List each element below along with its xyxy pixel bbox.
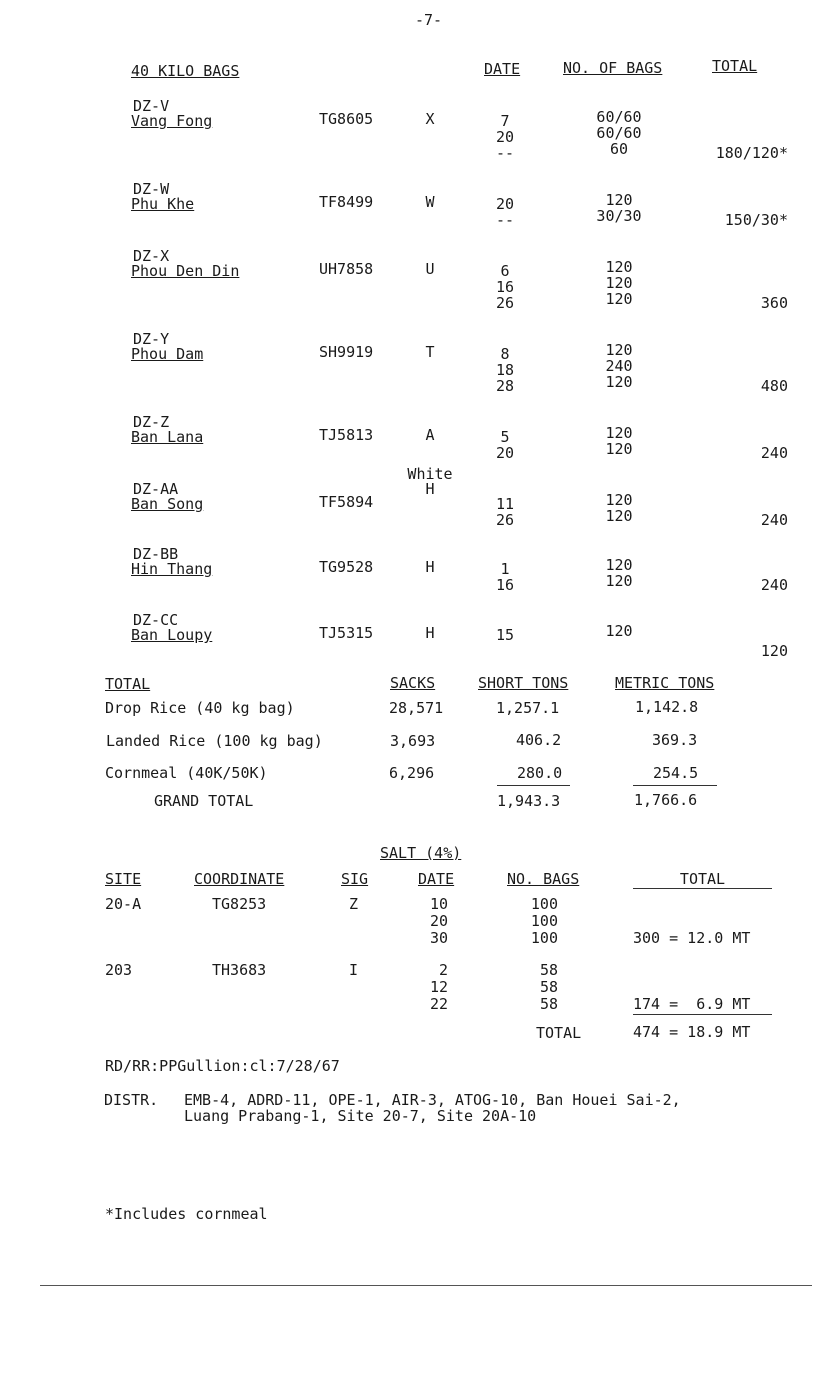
row-short-tons: 1,257.1 [496, 699, 560, 717]
site-name: Ban Lana [131, 428, 204, 446]
drop-date: 8 [500, 345, 510, 363]
site-coordinate: UH7858 [319, 260, 374, 278]
salt-bag-count: 100 [530, 929, 558, 947]
salt-date: 2 [438, 961, 448, 979]
reference-line: RD/RR:PPGullion:cl:7/28/67 [105, 1057, 340, 1075]
date-header: DATE [418, 870, 455, 888]
totals-label-header: TOTAL [105, 675, 151, 693]
bag-count: 120 [605, 622, 633, 640]
salt-bag-count: 58 [539, 995, 558, 1013]
site-total: 240 [760, 511, 788, 529]
salt-coordinate: TH3683 [212, 961, 267, 979]
site-signal: H [425, 558, 435, 576]
salt-bag-count: 100 [530, 912, 558, 930]
site-code: DZ-CC [133, 611, 179, 629]
site-total: 240 [760, 576, 788, 594]
drop-date: 26 [495, 294, 515, 312]
salt-sum-line [633, 1014, 772, 1015]
site-name: Ban Song [131, 495, 204, 513]
drop-date: 20 [495, 444, 515, 462]
site-total: 120 [760, 642, 788, 660]
site-coordinate: TF5894 [319, 493, 374, 511]
site-code: DZ-BB [133, 545, 179, 563]
site-signal: H [425, 624, 435, 642]
footnote: *Includes cornmeal [105, 1205, 268, 1223]
site-name: Phu Khe [131, 195, 195, 213]
site-total: 180/120* [715, 144, 788, 162]
drop-date: -- [495, 211, 515, 229]
site-coordinate: SH9919 [319, 343, 374, 361]
bag-count: 30/30 [596, 207, 642, 225]
page-bottom-rule [40, 1285, 812, 1286]
bag-count: 60/60 [596, 108, 642, 126]
bag-count: 120 [605, 341, 633, 359]
drop-date: 16 [495, 278, 515, 296]
row-sacks: 28,571 [389, 699, 444, 717]
row-label: Drop Rice (40 kg bag) [105, 699, 295, 717]
drop-date: 1 [500, 560, 510, 578]
date-header: DATE [484, 60, 521, 78]
site-name: Phou Den Din [131, 262, 240, 280]
bag-count: 120 [605, 191, 633, 209]
bag-count: 120 [605, 258, 633, 276]
coordinate-header: COORDINATE [194, 870, 285, 888]
salt-date: 10 [429, 895, 448, 913]
salt-date: 20 [429, 912, 448, 930]
site-signal: T [425, 343, 435, 361]
total-header-underline [633, 888, 772, 889]
row-sacks: 6,296 [389, 764, 435, 782]
site-code: DZ-AA [133, 480, 179, 498]
drop-date: 7 [500, 112, 510, 130]
row-short-tons: 280.0 [517, 764, 563, 782]
salt-date: 12 [429, 978, 448, 996]
bag-count: 120 [605, 507, 633, 525]
site-total: 360 [760, 294, 788, 312]
site-total: 240 [760, 444, 788, 462]
salt-title: SALT (4%) [380, 844, 462, 862]
bag-count: 120 [605, 491, 633, 509]
row-short-tons: 406.2 [516, 731, 562, 749]
bag-count: 120 [605, 424, 633, 442]
salt-total: 174 = 6.9 MT [633, 995, 751, 1013]
row-label: Landed Rice (100 kg bag) [106, 732, 323, 750]
site-signal: W [425, 193, 435, 211]
salt-bag-count: 58 [539, 961, 558, 979]
bag-count: 60/60 [596, 124, 642, 142]
row-label: Cornmeal (40K/50K) [105, 764, 268, 782]
total-header: TOTAL [679, 870, 726, 888]
site-code: DZ-V [133, 97, 170, 115]
site-code: DZ-Z [133, 413, 170, 431]
drop-date: -- [495, 144, 515, 162]
site-coordinate: TJ5315 [319, 624, 374, 642]
distribution-line-1: EMB-4, ADRD-11, OPE-1, AIR-3, ATOG-10, Ban Houei Sai-2, [184, 1091, 681, 1109]
site-signal: White H [407, 465, 453, 498]
drop-date: 20 [495, 195, 515, 213]
salt-date: 30 [429, 929, 448, 947]
site-code: DZ-X [133, 247, 170, 265]
site-signal: U [425, 260, 435, 278]
site-name: Vang Fong [131, 112, 213, 130]
drop-date: 5 [500, 428, 510, 446]
short-tons-header: SHORT TONS [478, 674, 569, 692]
bag-count: 120 [605, 290, 633, 308]
site-coordinate: TJ5813 [319, 426, 374, 444]
site-code: DZ-W [133, 180, 170, 198]
row-sacks: 3,693 [390, 732, 436, 750]
bag-count: 120 [605, 274, 633, 292]
total-header: TOTAL [712, 57, 758, 75]
salt-total: 300 = 12.0 MT [633, 929, 751, 947]
salt-signal: Z [349, 895, 359, 913]
drop-date: 28 [495, 377, 515, 395]
metric-tons-sum-line [633, 785, 717, 786]
row-metric-tons: 369.3 [652, 731, 698, 749]
salt-date: 22 [429, 995, 448, 1013]
drop-date: 15 [495, 626, 515, 644]
sig-header: SIG [341, 870, 369, 888]
site-header: SITE [105, 870, 142, 888]
salt-site: 203 [105, 961, 133, 979]
bag-count: 120 [605, 556, 633, 574]
distribution-label: DISTR. [104, 1091, 159, 1109]
sacks-header: SACKS [390, 674, 436, 692]
salt-bag-count: 100 [530, 895, 558, 913]
row-metric-tons: 1,142.8 [635, 698, 699, 716]
site-signal: A [425, 426, 435, 444]
salt-total-label: TOTAL [536, 1024, 582, 1042]
salt-signal: I [349, 961, 359, 979]
bag-count: 120 [605, 440, 633, 458]
site-coordinate: TF8499 [319, 193, 374, 211]
short-tons-sum-line [497, 785, 570, 786]
grand-total-metric-tons: 1,766.6 [634, 791, 698, 809]
bag-count: 240 [605, 357, 633, 375]
page-number: -7- [415, 11, 443, 29]
no-bags-header: NO. OF BAGS [563, 59, 663, 77]
drop-date: 6 [500, 262, 510, 280]
site-code: DZ-Y [133, 330, 170, 348]
salt-bag-count: 58 [539, 978, 558, 996]
salt-site: 20-A [105, 895, 142, 913]
site-total: 480 [760, 377, 788, 395]
site-name: Phou Dam [131, 345, 204, 363]
grand-total-label: GRAND TOTAL [154, 792, 254, 810]
no-bags-header: NO. BAGS [507, 870, 580, 888]
drop-date: 18 [495, 361, 515, 379]
drop-date: 16 [495, 576, 515, 594]
salt-grand-total: 474 = 18.9 MT [633, 1023, 751, 1041]
site-name: Ban Loupy [131, 626, 213, 644]
site-coordinate: TG8605 [319, 110, 374, 128]
metric-tons-header: METRIC TONS [615, 674, 715, 692]
drop-date: 26 [495, 511, 515, 529]
bag-count: 60 [609, 140, 629, 158]
grand-total-short-tons: 1,943.3 [497, 792, 561, 810]
row-metric-tons: 254.5 [653, 764, 699, 782]
site-coordinate: TG9528 [319, 558, 374, 576]
site-name: Hin Thang [131, 560, 213, 578]
drop-date: 11 [495, 495, 515, 513]
bags-title: 40 KILO BAGS [131, 62, 240, 80]
site-signal: X [425, 110, 435, 128]
drop-date: 20 [495, 128, 515, 146]
distribution-line-2: Luang Prabang-1, Site 20-7, Site 20A-10 [184, 1107, 537, 1125]
bag-count: 120 [605, 373, 633, 391]
bag-count: 120 [605, 572, 633, 590]
site-total: 150/30* [724, 211, 788, 229]
salt-coordinate: TG8253 [212, 895, 267, 913]
